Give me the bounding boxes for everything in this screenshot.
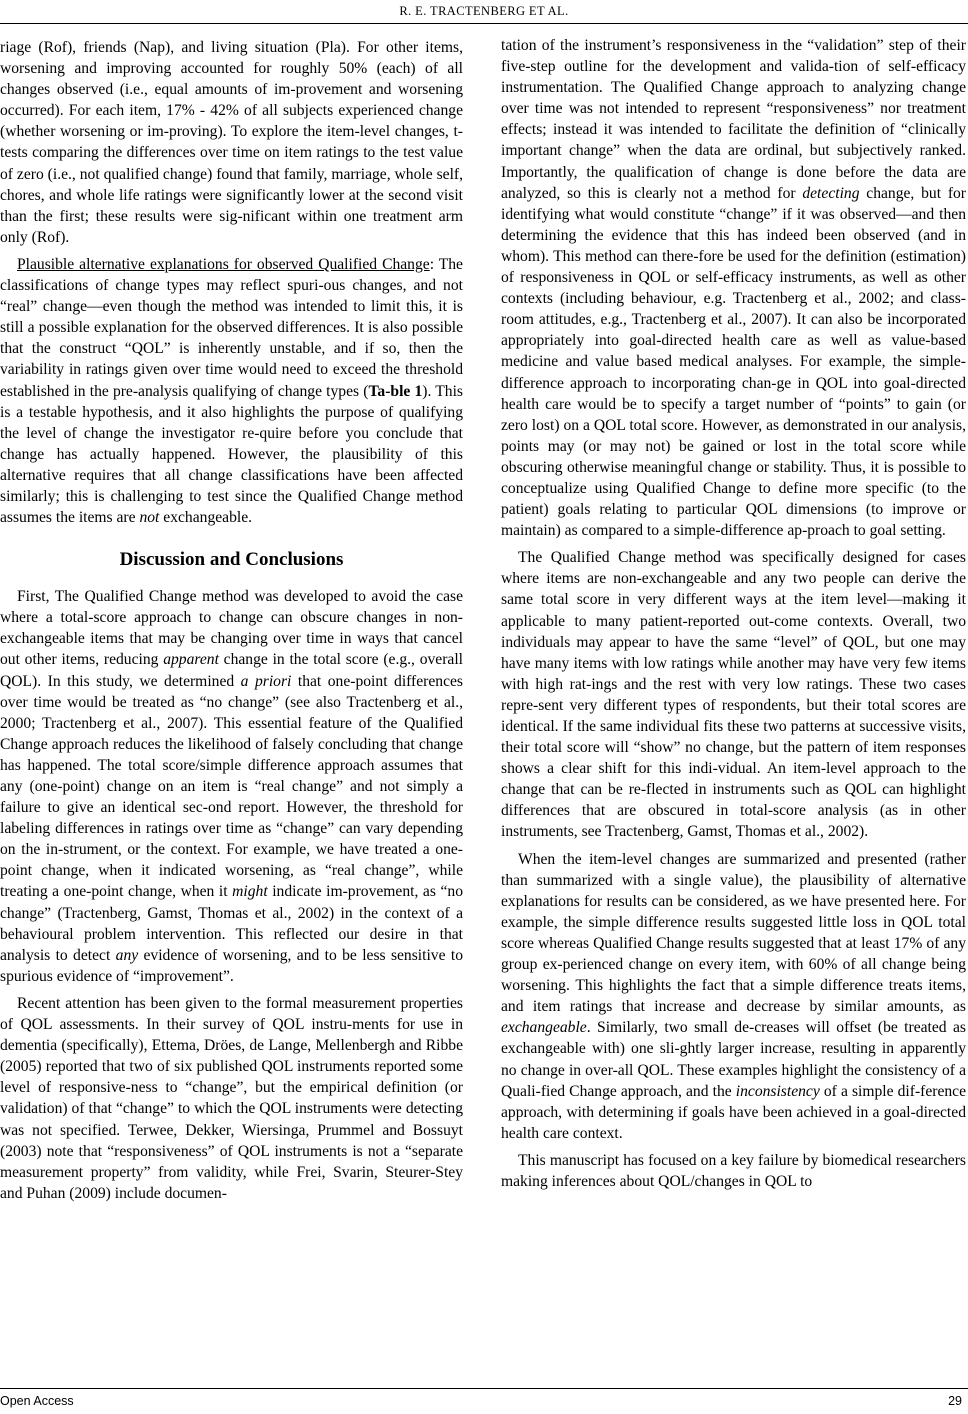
section-heading: Discussion and Conclusions bbox=[119, 549, 344, 571]
paragraph: First, The Qualified Change method was developed to avoid the case where a total-score approach to change can obscure changes in non-exchangeable items that may be changing over time in ways that cancel out other items, reducing apparent change in the total score (e.g., overall QOL). In this study, we determined a priori that one-point differences over time would be treated as “no change” (see also Tractenberg et al., 2000; Tractenberg et al., 2007). This essential feature of the Qualified Change approach reduces the likelihood of falsely concluding that change has happened. The total score/simple difference approach assumes that any (one-point) change on an item is “real change” and not simply a failure to give an identical sec-ond report. However, the threshold for labeling differences in ratings over time as “change” can vary depending on the in-strument, or the context. For example, we have treated a one-point change, when it indicated worsening, as “real change”, while treating a one-point change, when it might indicate im-provement, as “no change” (Tractenberg, Gamst, Thomas et al., 2002) in the context of a behavioural problem intervention. This reflected our desire in that analysis to detect any evidence of worsening, and to be less sensitive to spurious evidence of “improvement”. bbox=[0, 588, 463, 985]
paragraph-title: Plausible alternative explanations for observed Qualified Change bbox=[17, 255, 430, 273]
footer-label: Open Access bbox=[0, 1394, 74, 1408]
paragraph: This manuscript has focused on a key failure by biomedical researchers making inferences about QOL/changes in QOL to bbox=[501, 1151, 966, 1190]
right-column bbox=[501, 35, 966, 1192]
paragraph: tation of the instrument’s responsiveness in the “validation” step of their five-step outline for the development and valida-tion of self-efficacy instrumentation. The Qualified Change approach to analyzing change over time was not intended to represent “responsiveness” nor treatment effects; instead it was intended to facilitate the definition of “clinically important change” when the data are ordinal, but subjectively ranked. Importantly, the qualification of change is done before the data are analyzed, so this is clearly not a method for detecting change, but for identifying what would constitute “change” if it was observed—and then determining the evidence that this has indeed been observed (and in whom). This method can there-fore be used for the definition (estimation) of responsiveness in QOL or self-efficacy instruments, as well as other contexts (including behaviour, e.g. Tractenberg et al., 2002; and class-room attitudes, e.g., Tractenberg et al., 2007). It can also be incorporated appropriately into goal-directed health care as well as value-based medicine and value based medical analyses. For example, the simple-difference approach to incorporating chan-ge in QOL into goal-directed health care would be to specify a target number of “points” to gain (or zero lost) on a QOL total score. However, as demonstrated in our analysis, points may (or may not) be gained or lost in the total score while obscuring otherwise meaningful change or stability. Thus, it is possible to conceptualize using Qualified Change to define more specific (to the patient) goals relating to particular QOL dimensions (to improve or maintain) as compared to a simple-difference ap-proach to goal setting. bbox=[501, 37, 966, 540]
table-reference: Ta-ble 1 bbox=[368, 382, 423, 400]
footer-rule bbox=[0, 1388, 968, 1389]
paragraph: riage (Rof), friends (Nap), and living situation (Pla). For other items, worsening and improving accounted for roughly 50% (each) of all changes observed (i.e., equal amounts of im-provement and worsening occurred). For each item, 17% - 42% of all subjects experienced change (whether worsening or im-proving). To explore the item-level changes, t-tests comparing the differences over time on item ratings to the test value of zero (i.e., not qualified change) found that family, marriage, whole self, chores, and whole life ratings were significantly lower at the second visit than the first; these results were sig-nificant within one treatment arm only (Rof). bbox=[0, 39, 463, 246]
paragraph: The Qualified Change method was specifically designed for cases where items are non-exchangeable and any two people can derive the same total score in very different ways at the item level—making it applicable to many patient-reported out-come contexts. Overall, two individuals may appear to have the same “level” of QOL, but one may have many items with low ratings while another may have very few items with high rat-ings and the rest with very low ratings. These two cases repre-sent very different types of respondents, but their total scores are identical. If the same individual fits these two patterns at successive visits, their total score will “show” no change, but the pattern of item responses shows a clear shift for this indi-vidual. An item-level approach to the change that can be re-flected in instruments such as QOL can highlight differences that are obscured in total-score analysis (as in other instruments, see Tractenberg, Gamst, Thomas et al., 2002). bbox=[501, 549, 966, 841]
page-number: 29 bbox=[948, 1394, 962, 1408]
header-rule bbox=[0, 23, 968, 24]
paragraph: Plausible alternative explanations for observed Qualified Change: The classifications of change types may reflect spuri-ous changes, and not “real” change—even though the method was intended to limit this, it is still a possible explanation for the observed differences. It is also possible that the construct “QOL” is inherently unstable, and if so, then the variability in ratings given over time would need to exceed the threshold established in the pre-analysis qualifying of change types (Ta-ble 1). This is a testable hypothesis, and it also highlights the purpose of qualifying the level of change the investigator re-quire before you conclude that change has actually happened. However, the plausibility of this alternative requires that all change classifications have been affected similarly; this is challenging to test since the Qualified Change method assumes the items are not exchangeable. bbox=[0, 255, 463, 527]
running-head: R. E. TRACTENBERG ET AL. bbox=[399, 4, 569, 18]
paragraph: When the item-level changes are summarized and presented (rather than summarized with a single value), the plausibility of alternative explanations for results can be considered, as we have presented here. For example, the simple difference results suggested little loss in QOL total score whereas Qualified Change results suggested that at least 17% of any group ex-perienced change on every item, with 60% of all change being worsening. This highlights the fact that a simple difference treats items, and item ratings that increase and decrease by similar amounts, as exchangeable. Similarly, two small de-creases will offset (be treated as exchangeable with) one sli-ghtly larger increase, resulting in apparently no change in over-all QOL. These examples highlight the consistency of a Quali-fied Change approach, and the inconsistency of a simple dif-ference approach, with determining if goals have been achieved in a goal-directed health care context. bbox=[501, 850, 966, 1142]
paragraph: Recent attention has been given to the formal measurement properties of QOL assessments. In their survey of QOL instru-ments for use in dementia (specifically), Ettema, Dröes, de Lange, Mellenbergh and Ribbe (2005) reported that two of six published QOL instruments reported some level of responsive-ness to “change”, but the empirical definition (or validation) of that “change” to which the QOL instruments were detecting was not specified. Terwee, Dekker, Wiersinga, Prummel and Bossuyt (2003) note that “responsiveness” of QOL instruments is not a “separate measurement property” from validity, while Frei, Svarin, Steurer-Stey and Puhan (2009) include documen- bbox=[0, 994, 463, 1202]
left-column bbox=[0, 37, 463, 1204]
